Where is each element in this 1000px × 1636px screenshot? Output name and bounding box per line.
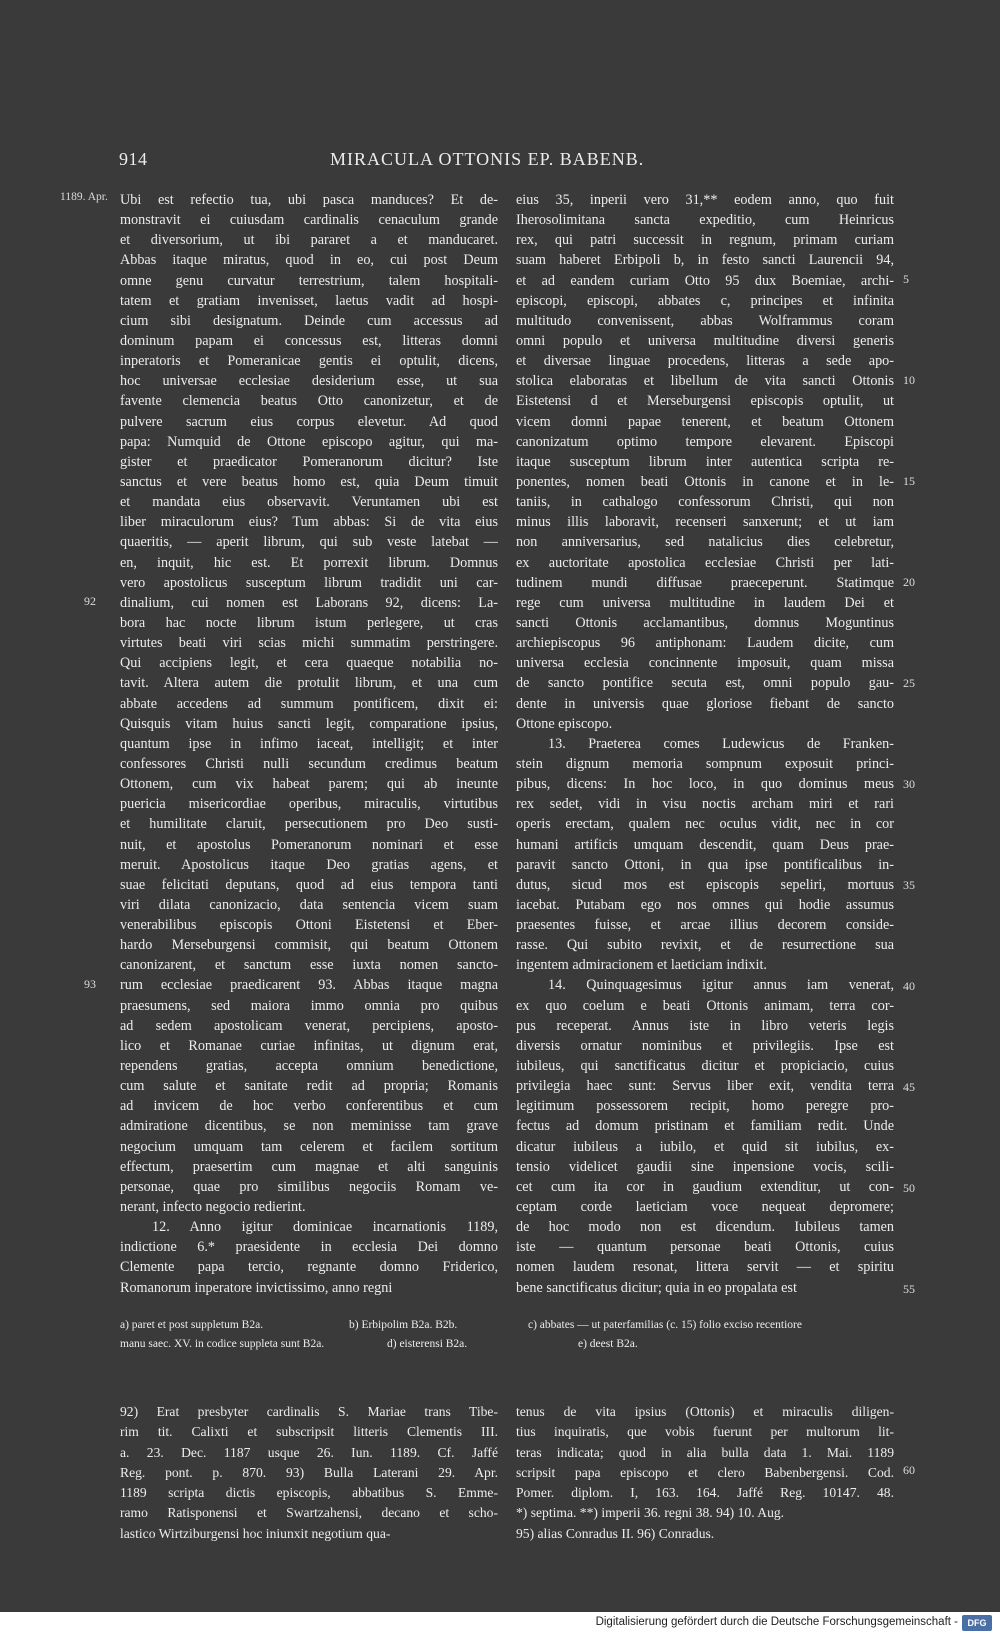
margin-note-93: 93	[84, 977, 96, 991]
running-title: MIRACULA OTTONIS EP. BABENB.	[330, 149, 645, 169]
text-line: bene sanctificatus dicitur; quia in eo propalata est	[516, 1279, 797, 1296]
text-line: Ottone episcopo.	[516, 715, 613, 732]
text-line: cium sibi designatum. Deinde cum accessus ad	[120, 312, 498, 329]
text-line: hardo Merseburgensi commisit, qui beatum Ottonem	[120, 937, 498, 954]
text-line: iubileus, qui sanctificatus dicitur et propiciacio, cuius	[516, 1058, 894, 1075]
text-line: tudinem mundi diffusae praeceperunt. Statimque	[516, 574, 894, 591]
text-line: suam haberet Erbipoli b, in festo sancti Laurencii 94,	[516, 252, 894, 269]
text-line: favente clemencia beatus Otto canonizetur, et de	[120, 393, 498, 410]
text-line: abbate accedens ad summum pontificem, dixit ei:	[120, 695, 498, 712]
text-line: itaque susceptum librum inter autentica scripta re-	[516, 453, 894, 470]
text-line: gister et praedicator Pomeranorum dicitur? Iste	[120, 453, 498, 470]
text-line: quaeritis, — aperit librum, qui sub veste latebat —	[120, 534, 498, 551]
text-line: 95) alias Conradus II. 96) Conradus.	[516, 1525, 715, 1541]
line-number: 5	[903, 272, 909, 286]
margin-date: 1189. Apr.	[60, 191, 108, 203]
line-number: 15	[903, 474, 915, 488]
text-line: ingentem admiracionem et laeticiam indixit.	[516, 957, 767, 974]
text-line: et diversorium, ut ibi pararet a et manducaret.	[120, 232, 498, 249]
text-line: hoc universae ecclesiae desiderium esse, ut sua	[120, 373, 498, 390]
apparatus-note-d: d) eisterensi B2a.	[387, 1338, 468, 1350]
text-line: de hoc modo non est dicendum. Iubileus tamen	[516, 1219, 894, 1236]
text-line: admiratione dicentibus, se non meminisse tam grave	[120, 1118, 498, 1135]
text-line: vicem domni papae tenerent, et beatum Ottonem	[516, 413, 894, 430]
line-number: 30	[903, 777, 915, 791]
right-column	[516, 190, 894, 1298]
text-line: scripsit papa episcopo et clero Babenbergensi. Cod.	[516, 1464, 894, 1480]
text-line: ad invicem de hoc verbo conferentibus et cum	[120, 1098, 498, 1115]
text-line: nuit, et apostolus Pomeranorum nominari et esse	[120, 836, 498, 853]
text-line: sanctus et vere beatus homo est, quia Deum timuit	[120, 473, 498, 490]
text-line: quantum ipse in infimo iaceat, intelligit; et inter	[120, 735, 498, 752]
text-line: legitimum possessorem recipit, homo peregre pro-	[516, 1098, 894, 1115]
text-line: effectum, praesertim cum magnae et alti sanguinis	[120, 1158, 498, 1175]
text-line: et ad eandem curiam Otto 95 dux Boemiae, archi-	[516, 272, 894, 289]
text-line: dinalium, cui nomen est Laborans 92, dicens: La-	[120, 594, 498, 611]
text-line: Quisquis vitam huius sancti legit, comparatione ipsius,	[120, 715, 498, 732]
text-line: 92) Erat presbyter cardinalis S. Mariae trans Tibe-	[120, 1404, 498, 1419]
text-line: 1189 scripta dictis episcopis, abbatibus S. Emme-	[120, 1485, 498, 1501]
text-line: 14. Quinquagesimus igitur annus iam venerat,	[548, 977, 894, 994]
text-line: venerabilibus episcopis Ottoni Eistetensi et Eber-	[120, 917, 498, 934]
text-line: teras indicata; quod in alia bulla data 1. Mai. 1189	[516, 1444, 894, 1460]
footnotes-right	[516, 1402, 894, 1544]
text-line: suae felicitati deputans, quod ad eius tempora tanti	[120, 876, 498, 893]
line-number: 50	[903, 1181, 915, 1195]
apparatus-note-e: e) deest B2a.	[578, 1338, 638, 1350]
apparatus-note-c: c) abbates — ut paterfamilias (c. 15) folio exciso recentiore	[528, 1319, 802, 1331]
text-line: omne genu curvatur terrestrium, talem hospitali-	[120, 272, 498, 289]
footnotes-left	[120, 1402, 498, 1544]
text-line: tatem et gratiam invenisset, laetus vadit ad hospi-	[120, 292, 498, 309]
text-line: rege cum universa multitudine in laudem Dei et	[516, 594, 894, 611]
text-line: 13. Praeterea comes Ludewicus de Franken-	[548, 735, 894, 752]
text-line: rex sedet, vidi in visu noctis archam miri et rari	[516, 796, 894, 813]
text-line: iste — quantum personae beati Ottonis, cuius	[516, 1239, 894, 1256]
text-line: minus illis laboravit, recenseri sanxerunt; et ut iam	[516, 514, 894, 531]
text-line: personae, quae pro similibus negociis Romam ve-	[120, 1178, 498, 1195]
text-line: paravit sancto Ottoni, in qua ipse pontificalibus in-	[516, 856, 894, 873]
text-line: episcopi, episcopi, abbates c, principes et infinita	[516, 292, 894, 309]
text-line: monstravit ei cuiusdam cardinalis cenaculum grande	[120, 212, 498, 229]
text-line: tenus de vita ipsius (Ottonis) et miraculis diligen-	[516, 1404, 894, 1419]
text-line: Ottonem, cum vix habeat parem; qui ab ineunte	[120, 776, 498, 793]
apparatus-note-b: b) Erbipolim B2a. B2b.	[349, 1319, 458, 1331]
text-line: rex, qui patri successit in regnum, primam curiam	[516, 232, 894, 249]
apparatus-note-continuation: manu saec. XV. in codice suppleta sunt B2a.	[120, 1338, 325, 1350]
line-number: 35	[903, 878, 915, 892]
text-line: diversis ornatur nominibus et privilegiis. Ipse est	[516, 1037, 894, 1054]
text-line: ex quo coelum e beati Ottonis animam, terra cor-	[516, 997, 894, 1014]
text-line: operis erectam, qualem nec oculus vidit, nec in cor	[516, 816, 894, 833]
text-line: pus receperat. Annus iste in libro veteris legis	[516, 1017, 894, 1034]
text-line: rim tit. Calixti et subscripsit litteris Clementis III.	[120, 1424, 498, 1440]
line-number: 55	[903, 1282, 915, 1296]
text-line: meruit. Apostolicus itaque Deo gratias agens, et	[120, 856, 498, 873]
text-line: negocium umquam tam celerem et facilem sortitum	[120, 1138, 498, 1155]
text-line: dutus, sicud mos est episcopis sepeliri, mortuus	[516, 876, 894, 893]
text-line: Pomer. diplom. I, 163. 164. Jaffé Reg. 10147. 48.	[516, 1485, 894, 1501]
text-line: fectus ad domum pristinam et familiam redit. Unde	[516, 1118, 894, 1135]
text-line: ad sedem apostolicam venerat, percipiens, aposto-	[120, 1017, 498, 1034]
text-line: dicatur iubileus a iubilo, et quid sit iubilus, ex-	[516, 1138, 894, 1155]
text-line: en, inquit, hic est. Et porrexit librum. Domnus	[120, 554, 498, 571]
page-number: 914	[119, 149, 148, 169]
text-line: rependens gratias, accepta omnium benedictione,	[120, 1058, 498, 1075]
text-line: humani artificis umquam descendit, quam Deus prae-	[516, 836, 894, 853]
text-line: ponentes, nomen beati Ottonis in canone et in le-	[516, 473, 894, 490]
text-line: cet cum ita cor in gaudium extenditur, ut con-	[516, 1178, 894, 1195]
text-line: ex auctoritate apostolica ecclesiae Christi per lati-	[516, 554, 894, 571]
text-line: rasse. Qui subito revixit, et de resurrectione sua	[516, 937, 894, 954]
line-number: 40	[903, 979, 915, 993]
line-number: 60	[903, 1463, 915, 1477]
line-number: 10	[903, 373, 915, 387]
footer-credit: Digitalisierung gefördert durch die Deutsche Forschungsgemeinschaft -	[595, 1616, 958, 1628]
text-line: stein dignum memoria sompnum exposuit princi-	[516, 755, 894, 772]
text-line: viri dilata canonizacio, data sentencia vicem suam	[120, 896, 498, 913]
text-line: 12. Anno igitur dominicae incarnationis 1189,	[152, 1219, 498, 1236]
text-line: multitudo convenissent, abbas Wolframmus coram	[516, 312, 894, 329]
text-line: ceptam corde laeticiam voce nequeat depromere;	[516, 1199, 894, 1216]
text-line: inperatoris et Pomeranicae gentis ei optulit, dicens,	[120, 353, 498, 370]
margin-note-92: 92	[84, 594, 96, 608]
text-line: dominum papam ei concessus est, litteras domni	[120, 332, 498, 349]
text-line: stolica elaboratas et libellum de vita sancti Ottonis	[516, 373, 894, 390]
apparatus-note-a: a) paret et post suppletum B2a.	[120, 1319, 264, 1331]
dfg-logo: DFG	[962, 1615, 992, 1631]
text-line: et diversae linguae procedens, litteras a sede apo-	[516, 353, 894, 370]
left-column	[120, 190, 498, 1298]
text-line: indictione 6.* praesidente in ecclesia Dei domno	[120, 1239, 498, 1256]
footer-bar	[0, 1612, 1000, 1636]
text-line: Iherosolimitana sancta expeditio, cum Heinricus	[516, 212, 894, 229]
text-line: dente in universis quae gloriose fiebant de sancto	[516, 695, 894, 712]
text-line: liber miraculorum eius? Tum abbas: Si de vita eius	[120, 514, 498, 531]
text-line: lico et Romanae curiae infinitas, ut dignum erat,	[120, 1037, 498, 1054]
text-line: privilegia haec sunt: Servus liber exit, vendita terra	[516, 1078, 894, 1095]
text-line: et humilitate claruit, persecutionem pro Deo susti-	[120, 816, 498, 833]
text-line: tensio videlicet gaudii sine inpensione vocis, scili-	[516, 1158, 894, 1175]
text-line: non anniversarius, sed natalicius dies celebretur,	[516, 534, 894, 551]
text-line: de sancto pontifice secuta est, omni populo gau-	[516, 675, 894, 692]
text-line: Reg. pont. p. 870. 93) Bulla Laterani 29. Apr.	[120, 1464, 498, 1480]
text-line: archiepiscopus 96 antiphonam: Laudem dicite, cum	[516, 635, 894, 652]
text-line: virtutes beati viri scias michi summatim perstringere.	[120, 635, 498, 652]
text-line: canonizatum optimo tempore elevarent. Episcopi	[516, 433, 894, 450]
text-line: lastico Wirtziburgensi hoc iniunxit negotium qua-	[120, 1525, 391, 1541]
text-line: pulvere sacrum eius corpus elevetur. Ad quod	[120, 413, 498, 430]
text-line: Abbas itaque miratus, quod in eo, cui post Deum	[120, 252, 498, 269]
text-line: vero apostolicus susceptum librum tradidit uni car-	[120, 574, 498, 591]
text-line: taniis, in cathalogo confessorum Christi, qui non	[516, 494, 894, 511]
text-line: sancti Ottonis acclamantibus, domnus Moguntinus	[516, 614, 894, 631]
text-line: nerant, infecto negocio redierint.	[120, 1199, 306, 1216]
text-line: Romanorum inperatore invictissimo, anno regni	[120, 1279, 393, 1296]
text-line: Ubi est refectio tua, ubi pasca manduces? Et de-	[120, 192, 498, 208]
text-line: universa ecclesia concinnente imposuit, quam missa	[516, 655, 894, 672]
text-line: Eistetensi d et Merseburgensi episcopis optulit, ut	[516, 393, 894, 410]
text-line: praesumens, sed maiora immo omnia pro quibus	[120, 997, 498, 1014]
text-line: tius inquiratis, que vobis fuerunt per multorum lit-	[516, 1424, 894, 1440]
text-line: bora hac nocte librum istum perlegere, ut cras	[120, 614, 498, 631]
text-line: eius 35, inperii vero 31,** eodem anno, quo fuit	[516, 192, 894, 208]
text-line: rum ecclesiae praedicarent 93. Abbas itaque magna	[120, 977, 498, 994]
text-line: tavit. Altera autem die protulit librum, et una cum	[120, 675, 498, 692]
text-line: puericia misericordiae operibus, miraculis, virtutibus	[120, 796, 498, 813]
line-number: 25	[903, 676, 915, 690]
text-line: a. 23. Dec. 1187 usque 26. Iun. 1189. Cf. Jaffé	[120, 1444, 498, 1460]
text-line: nomen laudem resonat, littera servit — et spiritu	[516, 1259, 894, 1276]
line-number: 45	[903, 1080, 915, 1094]
text-line: Qui accipiens legit, et cera quaeque notabilia no-	[120, 655, 498, 672]
text-line: confessores Christi nulli secundum credimus beatum	[120, 755, 498, 772]
text-line: et mandata eius observavit. Veruntamen ubi est	[120, 494, 498, 511]
line-number: 20	[903, 575, 915, 589]
text-line: praesentes fuisse, et arcae illius decorem conside-	[516, 917, 894, 934]
text-line: iacebat. Putabam ego nos omnes qui hodie assumus	[516, 896, 894, 913]
text-line: pibus, dicens: In hoc loco, in quo dominus meus	[516, 776, 894, 793]
text-line: ramo Ratisponensi et Swartzahensi, decano et scho-	[120, 1505, 498, 1521]
text-line: papa: Numquid de Ottone episcopo agitur, qui ma-	[120, 433, 498, 450]
text-line: *) septima. **) imperii 36. regni 38. 94) 10. Aug.	[516, 1505, 785, 1521]
text-line: canonizarent, et sanctum esse iuxta nomen sancto-	[120, 957, 498, 974]
text-line: cum salute et sanitate redit ad propria; Romanis	[120, 1078, 498, 1095]
text-line: Clemente papa tercio, regnante domno Friderico,	[120, 1259, 498, 1276]
text-line: omni populo et universa multitudine diversi generis	[516, 332, 894, 349]
